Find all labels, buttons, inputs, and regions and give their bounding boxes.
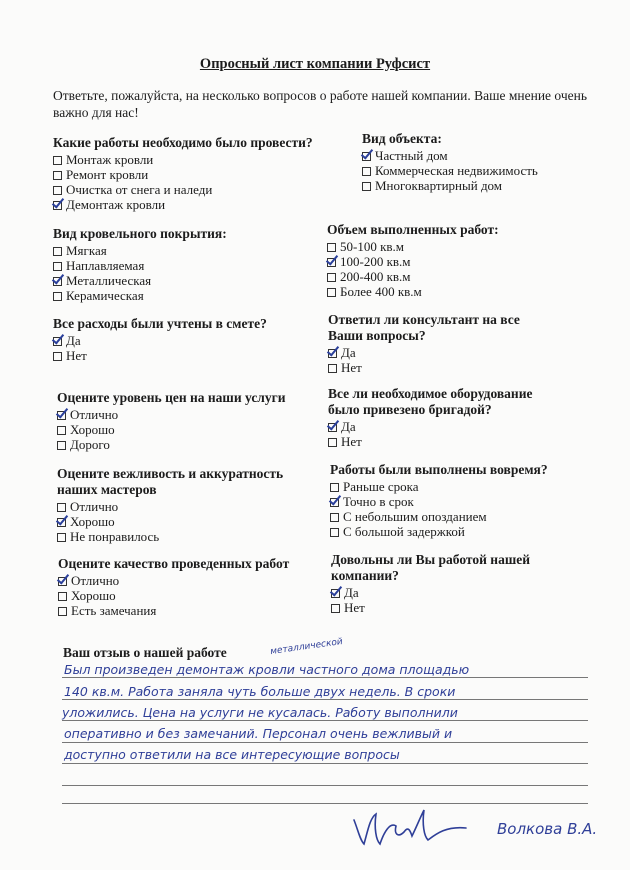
checkbox[interactable] (331, 604, 340, 613)
option-label: Демонтаж кровли (66, 197, 166, 212)
option-row[interactable] (58, 603, 328, 618)
ruled-line (62, 785, 588, 786)
feedback-title: Ваш отзыв о нашей работе (63, 645, 227, 660)
option-row[interactable] (327, 269, 597, 284)
checkbox[interactable] (53, 171, 62, 180)
checkbox[interactable] (58, 607, 67, 616)
ruled-line (62, 763, 588, 764)
checked-checkbox[interactable] (328, 423, 337, 432)
checked-checkbox[interactable] (57, 518, 66, 527)
option-label: Многоквартирный дом (375, 178, 503, 193)
option-row[interactable] (328, 345, 528, 360)
checkbox[interactable] (362, 182, 371, 191)
option-label: Раньше срока (343, 479, 419, 494)
option-label: Дорого (70, 437, 110, 452)
checkbox[interactable] (57, 441, 66, 450)
question-politeness (57, 466, 297, 544)
option-row[interactable] (330, 494, 600, 509)
option-row[interactable] (57, 529, 297, 544)
option-row[interactable] (53, 243, 323, 258)
checked-checkbox[interactable] (53, 277, 62, 286)
question-quality (58, 556, 328, 618)
question-title: Вид кровельного покрытия: (53, 226, 227, 241)
question-title: Все расходы были учтены в смете? (53, 316, 267, 331)
checkbox[interactable] (327, 288, 336, 297)
option-label: Частный дом (375, 148, 448, 163)
option-label: Коммерческая недвижимость (375, 163, 538, 178)
option-row[interactable] (328, 360, 528, 375)
option-label: Более 400 кв.м (340, 284, 422, 299)
option-row[interactable] (53, 258, 323, 273)
signature-name: Волкова В.А. (497, 820, 598, 838)
checkbox[interactable] (362, 167, 371, 176)
checkbox[interactable] (327, 243, 336, 252)
option-label: Да (341, 419, 356, 434)
option-label: Отлично (70, 407, 119, 422)
option-row[interactable] (330, 524, 600, 539)
checkbox[interactable] (53, 186, 62, 195)
feedback-line: 140 кв.м. Работа заняла чуть больше двух недель. В сроки (64, 684, 456, 699)
option-row[interactable] (327, 239, 597, 254)
option-row[interactable] (328, 434, 543, 449)
intro-text: Ответьте, пожалуйста, на несколько вопросов о работе нашей компании. Ваше мнение очень важно для нас! (53, 88, 587, 120)
question-title: Оцените уровень цен на наши услуги (57, 390, 286, 405)
option-row[interactable] (327, 254, 597, 269)
checkbox[interactable] (328, 364, 337, 373)
question-title: Оцените качество проведенных работ (58, 556, 290, 571)
feedback-line: уложились. Цена на услуги не кусалась. Работу выполнили (62, 705, 458, 720)
option-label: Нет (344, 600, 365, 615)
question-object-type (362, 131, 630, 193)
option-label: Нет (66, 348, 87, 363)
question-work-type (53, 135, 323, 212)
signature-scribble (350, 800, 470, 850)
question-title: Все ли необходимое оборудование было привезено бригадой? (328, 386, 533, 417)
checked-checkbox[interactable] (57, 411, 66, 420)
ruled-line (62, 720, 588, 721)
checkbox[interactable] (328, 438, 337, 447)
checkbox[interactable] (57, 503, 66, 512)
checked-checkbox[interactable] (327, 258, 336, 267)
question-roof-covering (53, 226, 323, 303)
checkbox[interactable] (327, 273, 336, 282)
question-satisfaction (331, 552, 541, 615)
option-label: Отлично (70, 499, 119, 514)
feedback-line: оперативно и без замечаний. Персонал очень вежливый и (64, 726, 453, 741)
option-label: Хорошо (70, 422, 115, 437)
option-label: Керамическая (66, 288, 144, 303)
ruled-line (62, 677, 588, 678)
checkbox[interactable] (330, 528, 339, 537)
option-label: Ремонт кровли (66, 167, 149, 182)
option-label: Мягкая (66, 243, 107, 258)
question-title: Довольны ли Вы работой нашей компании? (331, 552, 530, 583)
option-row[interactable] (362, 148, 630, 163)
option-label: Есть замечания (71, 603, 157, 618)
ruled-line (62, 742, 588, 743)
checkbox[interactable] (53, 262, 62, 271)
option-row[interactable] (328, 419, 543, 434)
option-row[interactable] (53, 288, 323, 303)
option-row[interactable] (53, 167, 323, 182)
option-row[interactable] (330, 509, 600, 524)
checked-checkbox[interactable] (362, 152, 371, 161)
checked-checkbox[interactable] (330, 498, 339, 507)
option-label: Точно в срок (343, 494, 414, 509)
question-title: Ответил ли консультант на все Ваши вопросы? (328, 312, 520, 343)
ruled-line (62, 699, 588, 700)
feedback-insert: металлической (269, 636, 344, 658)
option-row[interactable] (362, 163, 630, 178)
option-row[interactable] (57, 499, 297, 514)
question-title: Оцените вежливость и аккуратность наших мастеров (57, 466, 284, 497)
checked-checkbox[interactable] (331, 589, 340, 598)
checkbox[interactable] (58, 592, 67, 601)
question-volume (327, 222, 597, 299)
checked-checkbox[interactable] (328, 349, 337, 358)
feedback-line: доступно ответили на все интересующие вопросы (64, 747, 400, 762)
question-title: Какие работы необходимо было провести? (53, 135, 313, 150)
option-label: Нет (341, 360, 362, 375)
checkbox[interactable] (53, 292, 62, 301)
checkbox[interactable] (330, 513, 339, 522)
option-label: Хорошо (71, 588, 116, 603)
question-title: Вид объекта: (362, 131, 442, 146)
option-label: 50-100 кв.м (340, 239, 405, 254)
option-label: Нет (341, 434, 362, 449)
option-label: Не понравилось (70, 529, 160, 544)
option-label: 100-200 кв.м (340, 254, 411, 269)
option-label: Металлическая (66, 273, 152, 288)
question-consultant (328, 312, 528, 375)
checkbox[interactable] (57, 533, 66, 542)
option-row[interactable] (331, 600, 541, 615)
question-title: Работы были выполнены вовремя? (330, 462, 548, 477)
option-label: Хорошо (70, 514, 115, 529)
checkbox[interactable] (330, 483, 339, 492)
option-row[interactable] (57, 422, 327, 437)
question-title: Объем выполненных работ: (327, 222, 499, 237)
option-row[interactable] (58, 588, 328, 603)
checked-checkbox[interactable] (53, 201, 62, 210)
option-row[interactable] (53, 273, 323, 288)
option-row[interactable] (331, 585, 541, 600)
option-label: Да (344, 585, 359, 600)
ruled-line (62, 803, 588, 804)
question-prices (57, 390, 327, 452)
question-estimate (53, 316, 323, 363)
checkbox[interactable] (57, 426, 66, 435)
option-label: С большой задержкой (343, 524, 465, 539)
option-row[interactable] (53, 182, 323, 197)
option-row[interactable] (53, 197, 323, 212)
checkbox[interactable] (53, 247, 62, 256)
option-label: С небольшим опозданием (343, 509, 487, 524)
option-row[interactable] (58, 573, 328, 588)
option-label: Очистка от снега и наледи (66, 182, 213, 197)
checkbox[interactable] (53, 352, 62, 361)
checked-checkbox[interactable] (58, 577, 67, 586)
option-row[interactable] (57, 514, 297, 529)
question-equipment (328, 386, 543, 449)
form-title: Опросный лист компании Руфсист (199, 56, 431, 72)
option-row[interactable] (327, 284, 597, 299)
checkbox[interactable] (53, 156, 62, 165)
option-row[interactable] (362, 178, 630, 193)
option-label: Наплавляемая (66, 258, 145, 273)
option-row[interactable] (53, 333, 323, 348)
question-timing (330, 462, 600, 539)
option-label: Да (66, 333, 81, 348)
option-label: Да (341, 345, 356, 360)
checked-checkbox[interactable] (53, 337, 62, 346)
feedback-line: Был произведен демонтаж кровли частного дома площадью (64, 662, 470, 677)
option-label: Отлично (71, 573, 120, 588)
option-label: Монтаж кровли (66, 152, 154, 167)
option-row[interactable] (330, 479, 600, 494)
option-row[interactable] (53, 152, 323, 167)
option-row[interactable] (57, 437, 327, 452)
option-label: 200-400 кв.м (340, 269, 411, 284)
option-row[interactable] (57, 407, 327, 422)
option-row[interactable] (53, 348, 323, 363)
